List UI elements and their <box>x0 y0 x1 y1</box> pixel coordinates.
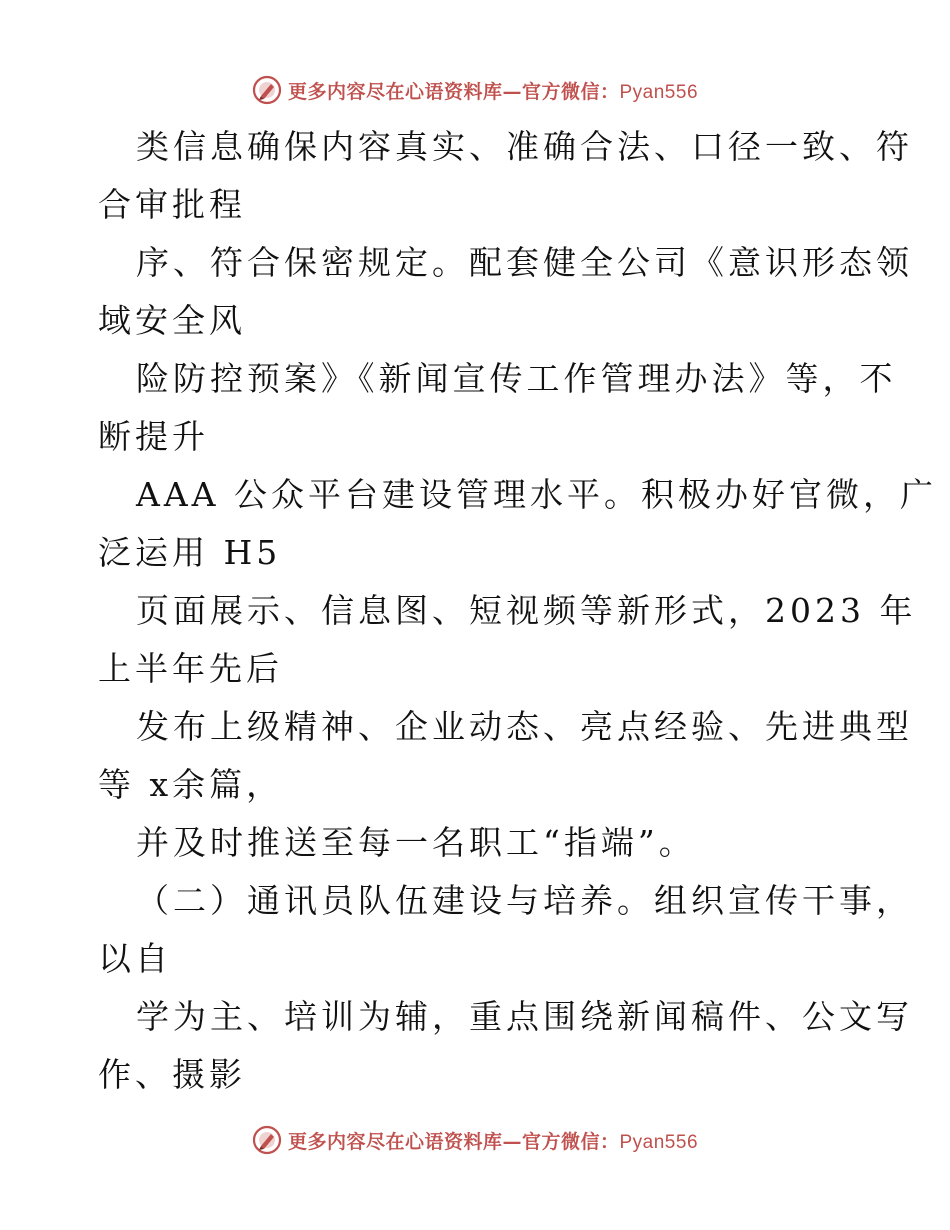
text-line: 险防控预案》《新闻宣传工作管理办法》等，不 <box>136 359 897 398</box>
text-line: 发布上级精神、企业动态、亮点经验、先进典型 <box>136 707 913 746</box>
text-line: 泛运用 H5 <box>98 533 282 572</box>
watermark-text: 更多内容尽在心语资料库—官方微信：Pyan556 <box>287 1130 699 1153</box>
text-line: 上半年先后 <box>98 649 283 688</box>
text-line: 页面展示、信息图、短视频等新形式，2023 年 <box>136 591 917 630</box>
text-line: 并及时推送至每一名职工“指端”。 <box>136 823 696 862</box>
text-line: 以自 <box>98 939 172 978</box>
text-line: 作、摄影 <box>98 1055 246 1094</box>
pen-logo-icon <box>252 1125 282 1155</box>
text-line: 学为主、培训为辅，重点围绕新闻稿件、公文写 <box>136 997 913 1036</box>
pen-logo-icon <box>252 75 282 105</box>
text-line: （二）通讯员队伍建设与培养。组织宣传干事， <box>136 881 913 920</box>
footer-watermark <box>0 1120 950 1160</box>
text-line: 序、符合保密规定。配套健全公司《意识形态领 <box>136 243 913 282</box>
header-watermark <box>0 70 950 110</box>
document-body <box>98 118 937 1104</box>
text-line: AAA 公众平台建设管理水平。积极办好官微，广 <box>136 475 937 514</box>
text-line: 合审批程 <box>98 185 246 224</box>
text-line: 类信息确保内容真实、准确合法、口径一致、符 <box>136 127 913 166</box>
text-line: 等 x余篇， <box>98 765 284 804</box>
watermark-text: 更多内容尽在心语资料库—官方微信：Pyan556 <box>287 80 699 103</box>
text-line: 断提升 <box>98 417 209 456</box>
text-line: 域安全风 <box>98 301 246 340</box>
